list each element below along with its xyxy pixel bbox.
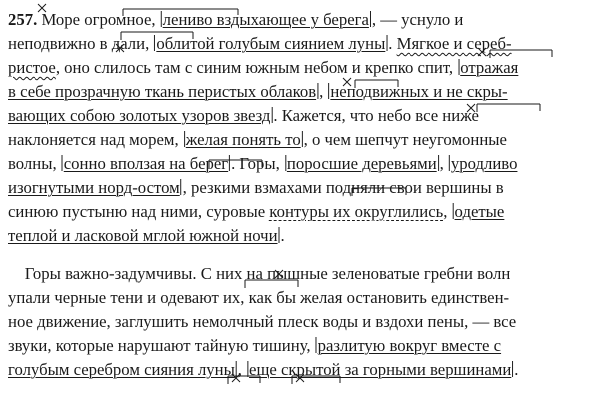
plain-text: звуки, которые нарушают тайную тишину,: [8, 336, 315, 355]
phrase-boundary-mark: [184, 131, 185, 147]
phrase-boundary-mark: [279, 227, 280, 243]
marked-phrase: уродливо: [450, 154, 518, 173]
plain-text: Горы важно-задумчивы. С них на пышные зеленоватые гребни волн: [8, 264, 511, 283]
marked-phrase: изогнутыми норд-остом: [8, 178, 180, 197]
plain-text: ,: [443, 202, 452, 221]
text-line: [8, 152, 586, 176]
plain-text: волны,: [8, 154, 61, 173]
plain-text: ное движение, заглушить немолчный плеск воды и вздохи пены, — все: [8, 312, 517, 331]
text-line: [8, 286, 586, 310]
text-line: [8, 104, 586, 128]
phrase-boundary-mark: [386, 35, 387, 51]
text-line: [8, 262, 586, 286]
phrase-boundary-mark: [438, 155, 439, 171]
text-line: [8, 8, 586, 32]
phrase-boundary-mark: [236, 361, 237, 377]
marked-phrase: сонно вползая на берег: [63, 154, 229, 173]
plain-text: , резкими взмахами подняли свои вершины в: [182, 178, 504, 197]
marked-phrase: контуры их округлились: [269, 202, 444, 221]
plain-text: . Горы,: [231, 154, 284, 173]
exercise-number: 257.: [8, 10, 38, 29]
phrase-boundary-mark: [317, 83, 318, 99]
text-line: [8, 358, 586, 382]
plain-text: неподвижно в дали,: [8, 34, 154, 53]
plain-text: .: [388, 34, 397, 53]
phrase-boundary-mark: [453, 203, 454, 219]
phrase-boundary-mark: [161, 11, 162, 27]
marked-phrase: голубым серебром сияния луны: [8, 360, 235, 379]
plain-text: . Кажется, что небо все ниже: [273, 106, 479, 125]
marked-phrase: неподвижных и не скры-: [330, 82, 508, 101]
marked-phrase: в себе прозрачную ткань перистых облаков: [8, 82, 317, 101]
text-line: [8, 56, 586, 80]
plain-text: ,: [319, 82, 328, 101]
plain-text: синюю пустыню над ними, суровые: [8, 202, 270, 221]
marked-phrase: Мягкое и сереб-: [396, 34, 512, 53]
marked-phrase: ристое: [8, 58, 56, 77]
phrase-boundary-mark: [458, 59, 459, 75]
marked-phrase: одетые: [454, 202, 505, 221]
text-line: [8, 334, 586, 358]
plain-text: , оно слилось там с синим южным небом и крепко спит,: [55, 58, 458, 77]
phrase-boundary-mark: [302, 131, 303, 147]
phrase-boundary-mark: [271, 107, 272, 123]
plain-text: .: [514, 360, 519, 379]
text-line: [8, 224, 586, 248]
text-line: [8, 80, 586, 104]
marked-phrase: облитой голубым сиянием луны: [156, 34, 386, 53]
marked-phrase: вающих собою золотых узоров звезд: [8, 106, 271, 125]
text-line: [8, 200, 586, 224]
text-line: [8, 128, 586, 152]
text-line: [8, 310, 586, 334]
plain-text: .: [280, 226, 285, 245]
marked-phrase: желая понять то: [185, 130, 301, 149]
marked-phrase: теплой и ласковой мглой южной ночи: [8, 226, 278, 245]
plain-text: наклоняется над морем,: [8, 130, 183, 149]
text-line: [8, 32, 586, 56]
plain-text: Море огромное,: [41, 10, 160, 29]
marked-phrase: поросшие деревьями: [286, 154, 437, 173]
plain-text: ,: [237, 360, 247, 379]
plain-text: , о чем шепчут неугомонные: [303, 130, 507, 149]
phrase-boundary-mark: [370, 11, 371, 27]
plain-text: упали черные тени и одевают их, как бы желая остановить единствен-: [8, 288, 510, 307]
phrase-boundary-mark: [449, 155, 450, 171]
phrase-boundary-mark: [247, 361, 248, 377]
marked-phrase: еще скрытой за горными вершинами: [249, 360, 512, 379]
marked-phrase: лениво вздыхающее у берега: [162, 10, 369, 29]
marked-phrase: разлитую вокруг вместе с: [317, 336, 502, 355]
plain-text: ,: [439, 154, 448, 173]
plain-text: , — уснуло и: [371, 10, 464, 29]
text-line: [8, 176, 586, 200]
marked-phrase: отражая: [460, 58, 519, 77]
phrase-boundary-mark: [285, 155, 286, 171]
